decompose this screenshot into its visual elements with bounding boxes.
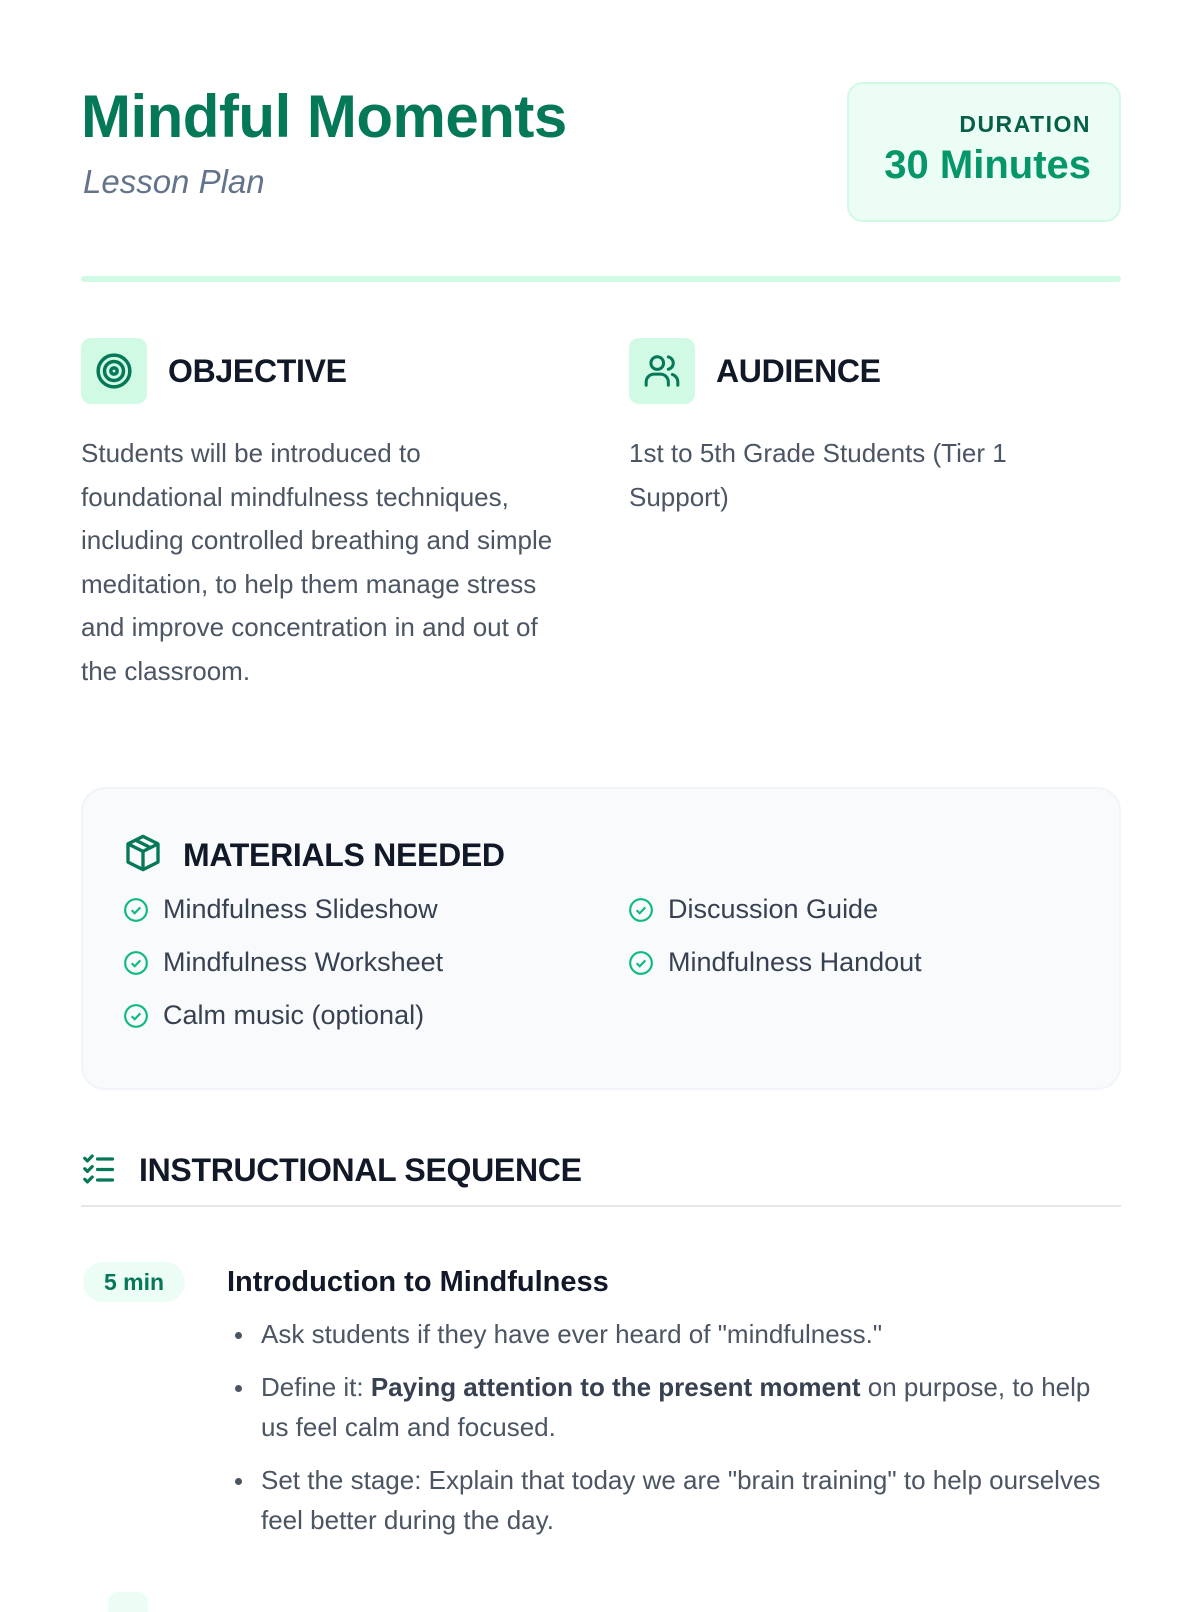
- material-label: Mindfulness Worksheet: [163, 947, 444, 977]
- page-subtitle: Lesson Plan: [83, 163, 265, 200]
- material-item: [123, 1000, 424, 1031]
- step-bullet-list: [227, 1314, 1107, 1553]
- objective-text: Students will be introduced to foundational mindfulness techniques, including controlled breathing and simple meditation, to help them manage stress and improve concentration in and out of the classroom.: [81, 438, 553, 686]
- checklist-icon: [81, 1150, 117, 1191]
- header: [81, 82, 1121, 232]
- duration-card: [847, 82, 1121, 222]
- target-icon: [81, 338, 147, 404]
- materials-title: MATERIALS NEEDED: [183, 837, 505, 873]
- check-circle-icon: [123, 1003, 149, 1029]
- material-item: [123, 947, 443, 978]
- audience-title: AUDIENCE: [716, 352, 881, 389]
- box-icon: [123, 833, 163, 878]
- material-item: [123, 894, 438, 925]
- check-circle-icon: [628, 950, 654, 976]
- audience-header: [629, 338, 881, 404]
- users-icon: [629, 338, 695, 404]
- materials-card: [81, 787, 1121, 1090]
- materials-header: [123, 833, 505, 878]
- bullet-text-suffix: on purpose, to help us feel calm and focused.: [261, 1372, 1091, 1442]
- objective-header: [81, 338, 347, 404]
- step-duration-badge: 5 min: [83, 1262, 185, 1302]
- check-circle-icon: [628, 897, 654, 923]
- material-item: [628, 894, 878, 925]
- duration-label: DURATION: [959, 111, 1091, 137]
- material-label: Mindfulness Slideshow: [163, 894, 438, 924]
- objective-title: OBJECTIVE: [168, 352, 347, 389]
- page-title: Mindful Moments: [81, 83, 567, 150]
- bullet-text: Set the stage: Explain that today we are "brain training" to help ourselves feel better during the day.: [261, 1465, 1101, 1535]
- step-title: Introduction to Mindfulness: [227, 1266, 609, 1298]
- audience-text: 1st to 5th Grade Students (Tier 1 Support): [629, 438, 1007, 512]
- bullet-text: Ask students if they have ever heard of "mindfulness.": [261, 1319, 883, 1349]
- duration-value: 30 Minutes: [884, 143, 1091, 187]
- check-circle-icon: [123, 897, 149, 923]
- sequence-title: INSTRUCTIONAL SEQUENCE: [139, 1152, 582, 1188]
- bullet-text-prefix: Define it:: [261, 1372, 371, 1402]
- step-bullet: [227, 1314, 1107, 1354]
- material-label: Calm music (optional): [163, 1000, 425, 1030]
- check-circle-icon: [123, 950, 149, 976]
- sequence-header: [81, 1150, 582, 1191]
- material-label: Discussion Guide: [668, 894, 879, 924]
- material-label: Mindfulness Handout: [668, 947, 922, 977]
- material-item: [628, 947, 922, 978]
- sequence-divider: [81, 1205, 1121, 1207]
- bullet-text-bold: Paying attention to the present moment: [370, 1372, 861, 1402]
- header-divider: [81, 276, 1121, 282]
- next-step-badge: [108, 1592, 148, 1612]
- step-bullet: [227, 1367, 1107, 1447]
- step-bullet: [227, 1460, 1107, 1540]
